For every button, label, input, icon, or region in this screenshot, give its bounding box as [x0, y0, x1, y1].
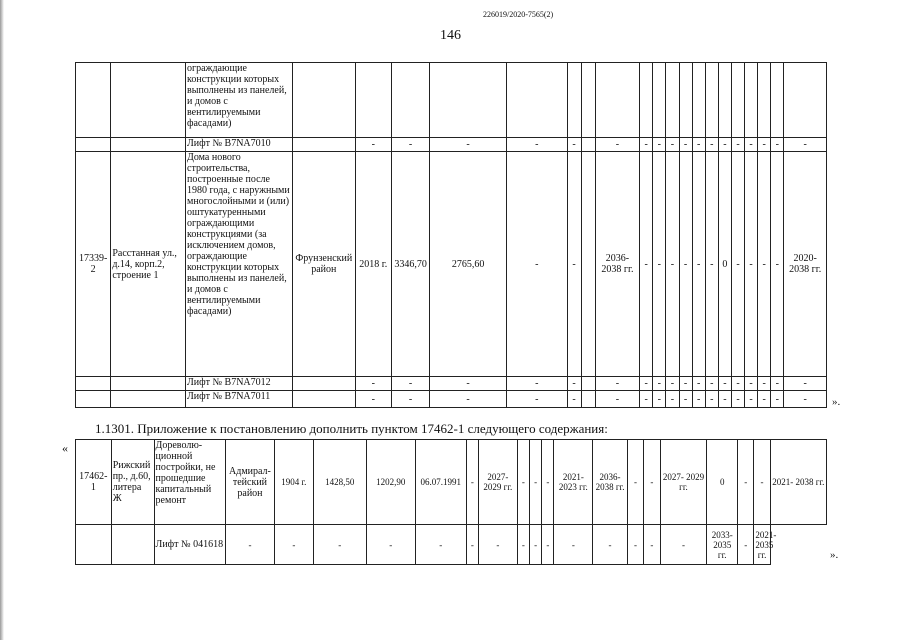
table-cell: -: [542, 440, 554, 525]
lift-name: Лифт № 041618: [154, 525, 225, 565]
table-cell: -: [666, 391, 679, 408]
table-cell: -: [679, 152, 692, 377]
district-cell: Фрунзенский район: [293, 152, 356, 377]
table-cell: -: [355, 391, 391, 408]
table-cell: -: [666, 138, 679, 152]
table-cell: -: [313, 525, 366, 565]
building-type-cell: ограждающие конструкции которых выполнены из панелей, и домов с вентилируемыми фасадами): [186, 63, 293, 138]
top-table: [75, 62, 827, 408]
table-cell: -: [391, 391, 429, 408]
table-cell: -: [640, 138, 653, 152]
table-cell: -: [771, 377, 784, 391]
table-cell: -: [644, 525, 660, 565]
table-cell: -: [466, 525, 478, 565]
table-cell: -: [666, 152, 679, 377]
lift-name: Лифт № В7NA7012: [186, 377, 293, 391]
table-cell: 0: [707, 440, 738, 525]
row-id: 17462-1: [76, 440, 112, 525]
table-cell: -: [754, 440, 770, 525]
table-cell: -: [679, 391, 692, 408]
area-cell: 1202,90: [366, 440, 415, 525]
table-row: [76, 440, 827, 525]
area-cell: 2765,60: [430, 152, 507, 377]
table-row: [76, 391, 827, 408]
table-cell: -: [595, 391, 639, 408]
table-cell: -: [225, 525, 274, 565]
table-cell: -: [640, 152, 653, 377]
table-cell: -: [758, 391, 771, 408]
table-cell: -: [738, 525, 754, 565]
table-cell: -: [784, 138, 827, 152]
closing-quote: ».: [830, 549, 839, 561]
scan-edge: [0, 0, 4, 640]
table-cell: -: [718, 391, 731, 408]
table-cell: -: [692, 138, 705, 152]
table-cell: -: [355, 377, 391, 391]
address-cell: Рижский пр., д.60, литера Ж: [111, 440, 154, 525]
period-cell: 2020-2038 гг.: [784, 152, 827, 377]
table-cell: -: [542, 525, 554, 565]
table-cell: -: [627, 440, 643, 525]
table-cell: -: [653, 391, 666, 408]
table-cell: -: [784, 391, 827, 408]
table-cell: -: [506, 152, 567, 377]
table-cell: -: [506, 391, 567, 408]
table-cell: -: [529, 440, 541, 525]
table-cell: -: [478, 525, 517, 565]
table-cell: -: [705, 391, 718, 408]
table-cell: -: [466, 440, 478, 525]
address-cell: Расстанная ул., д.14, корп.2, строение 1: [111, 152, 186, 377]
table-cell: -: [771, 152, 784, 377]
period-cell: 2027- 2029 гг.: [660, 440, 707, 525]
table-cell: -: [692, 377, 705, 391]
page-number: 146: [440, 28, 461, 43]
table-cell: -: [758, 377, 771, 391]
period-cell: 2021- 2035 гг.: [754, 525, 770, 565]
building-type-cell: Дома нового строительства, построенные после 1980 года, с наружными многослойными и (или) оштукатуренными ограждающими конструкциями (за исключением домов, ограждающие конструкции которых выполнены из панелей, и домов с вентилируемыми фасадами): [186, 152, 293, 377]
table-cell: -: [679, 377, 692, 391]
table-cell: -: [595, 377, 639, 391]
table-cell: -: [567, 138, 581, 152]
table-cell: -: [517, 440, 529, 525]
table-cell: -: [430, 138, 507, 152]
table-cell: -: [784, 377, 827, 391]
building-type-cell: Дореволю- ционной постройки, не прошедшие капитальный ремонт: [154, 440, 225, 525]
district-cell: Адмирал- тейский район: [225, 440, 274, 525]
table-cell: -: [430, 391, 507, 408]
table-cell: -: [738, 440, 754, 525]
date-cell: 06.07.1991: [415, 440, 466, 525]
table-cell: -: [692, 391, 705, 408]
table-cell: -: [731, 138, 744, 152]
period-cell: 2021- 2038 гг.: [770, 440, 826, 525]
opening-quote: «: [62, 441, 68, 455]
table-cell: -: [554, 525, 593, 565]
table-cell: -: [718, 377, 731, 391]
table-cell: -: [745, 377, 758, 391]
table-cell: -: [653, 152, 666, 377]
closing-quote: ».: [832, 396, 841, 408]
period-cell: 2027- 2029 гг.: [478, 440, 517, 525]
table-cell: -: [731, 391, 744, 408]
table-row: [76, 138, 827, 152]
document-code: 226019/2020-7565(2): [483, 10, 554, 19]
table-cell: -: [745, 152, 758, 377]
table-cell: -: [567, 152, 581, 377]
table-cell: -: [705, 138, 718, 152]
table-cell: -: [705, 152, 718, 377]
table-cell: -: [415, 525, 466, 565]
period-cell: 2036-2038 гг.: [595, 152, 639, 377]
table-cell: -: [517, 525, 529, 565]
table-cell: -: [506, 377, 567, 391]
table-cell: -: [627, 525, 643, 565]
table-cell: -: [506, 138, 567, 152]
year-cell: 2018 г.: [355, 152, 391, 377]
row-id: 17339-2: [76, 152, 111, 377]
table-cell: -: [653, 377, 666, 391]
table-row: [76, 525, 827, 565]
table-cell: -: [758, 152, 771, 377]
year-cell: 1904 г.: [274, 440, 313, 525]
table-cell: -: [274, 525, 313, 565]
table-cell: -: [430, 377, 507, 391]
table-row: [76, 152, 827, 377]
table-cell: -: [692, 152, 705, 377]
table-cell: -: [666, 377, 679, 391]
period-cell: 2021- 2023 гг.: [554, 440, 593, 525]
table-cell: -: [391, 138, 429, 152]
table-cell: -: [391, 377, 429, 391]
table-cell: -: [366, 525, 415, 565]
area-cell: 1428,50: [313, 440, 366, 525]
bottom-table: [75, 439, 827, 565]
table-cell: -: [731, 152, 744, 377]
period-cell: 2033- 2035 гг.: [707, 525, 738, 565]
table-cell: -: [653, 138, 666, 152]
table-cell: -: [758, 138, 771, 152]
table-cell: -: [771, 391, 784, 408]
table-cell: -: [660, 525, 707, 565]
lift-name: Лифт № В7NA7010: [186, 138, 293, 152]
table-cell: -: [640, 377, 653, 391]
table-cell: -: [705, 377, 718, 391]
period-cell: 2036- 2038 гг.: [593, 440, 628, 525]
area-cell: 3346,70: [391, 152, 429, 377]
table-cell: -: [745, 391, 758, 408]
table-cell: -: [644, 440, 660, 525]
table-cell: -: [731, 377, 744, 391]
table-cell: -: [718, 138, 731, 152]
table-row: [76, 63, 827, 138]
table-cell: -: [771, 138, 784, 152]
table-cell: -: [640, 391, 653, 408]
table-cell: -: [593, 525, 628, 565]
table-cell: 0: [718, 152, 731, 377]
table-cell: -: [355, 138, 391, 152]
table-cell: -: [529, 525, 541, 565]
table-cell: -: [679, 138, 692, 152]
table-row: [76, 377, 827, 391]
table-cell: -: [745, 138, 758, 152]
table-cell: -: [567, 391, 581, 408]
paragraph-text: 1.1301. Приложение к постановлению дополнить пунктом 17462-1 следующего содержания:: [95, 421, 608, 436]
lift-name: Лифт № В7NA7011: [186, 391, 293, 408]
table-cell: -: [567, 377, 581, 391]
table-cell: -: [595, 138, 639, 152]
